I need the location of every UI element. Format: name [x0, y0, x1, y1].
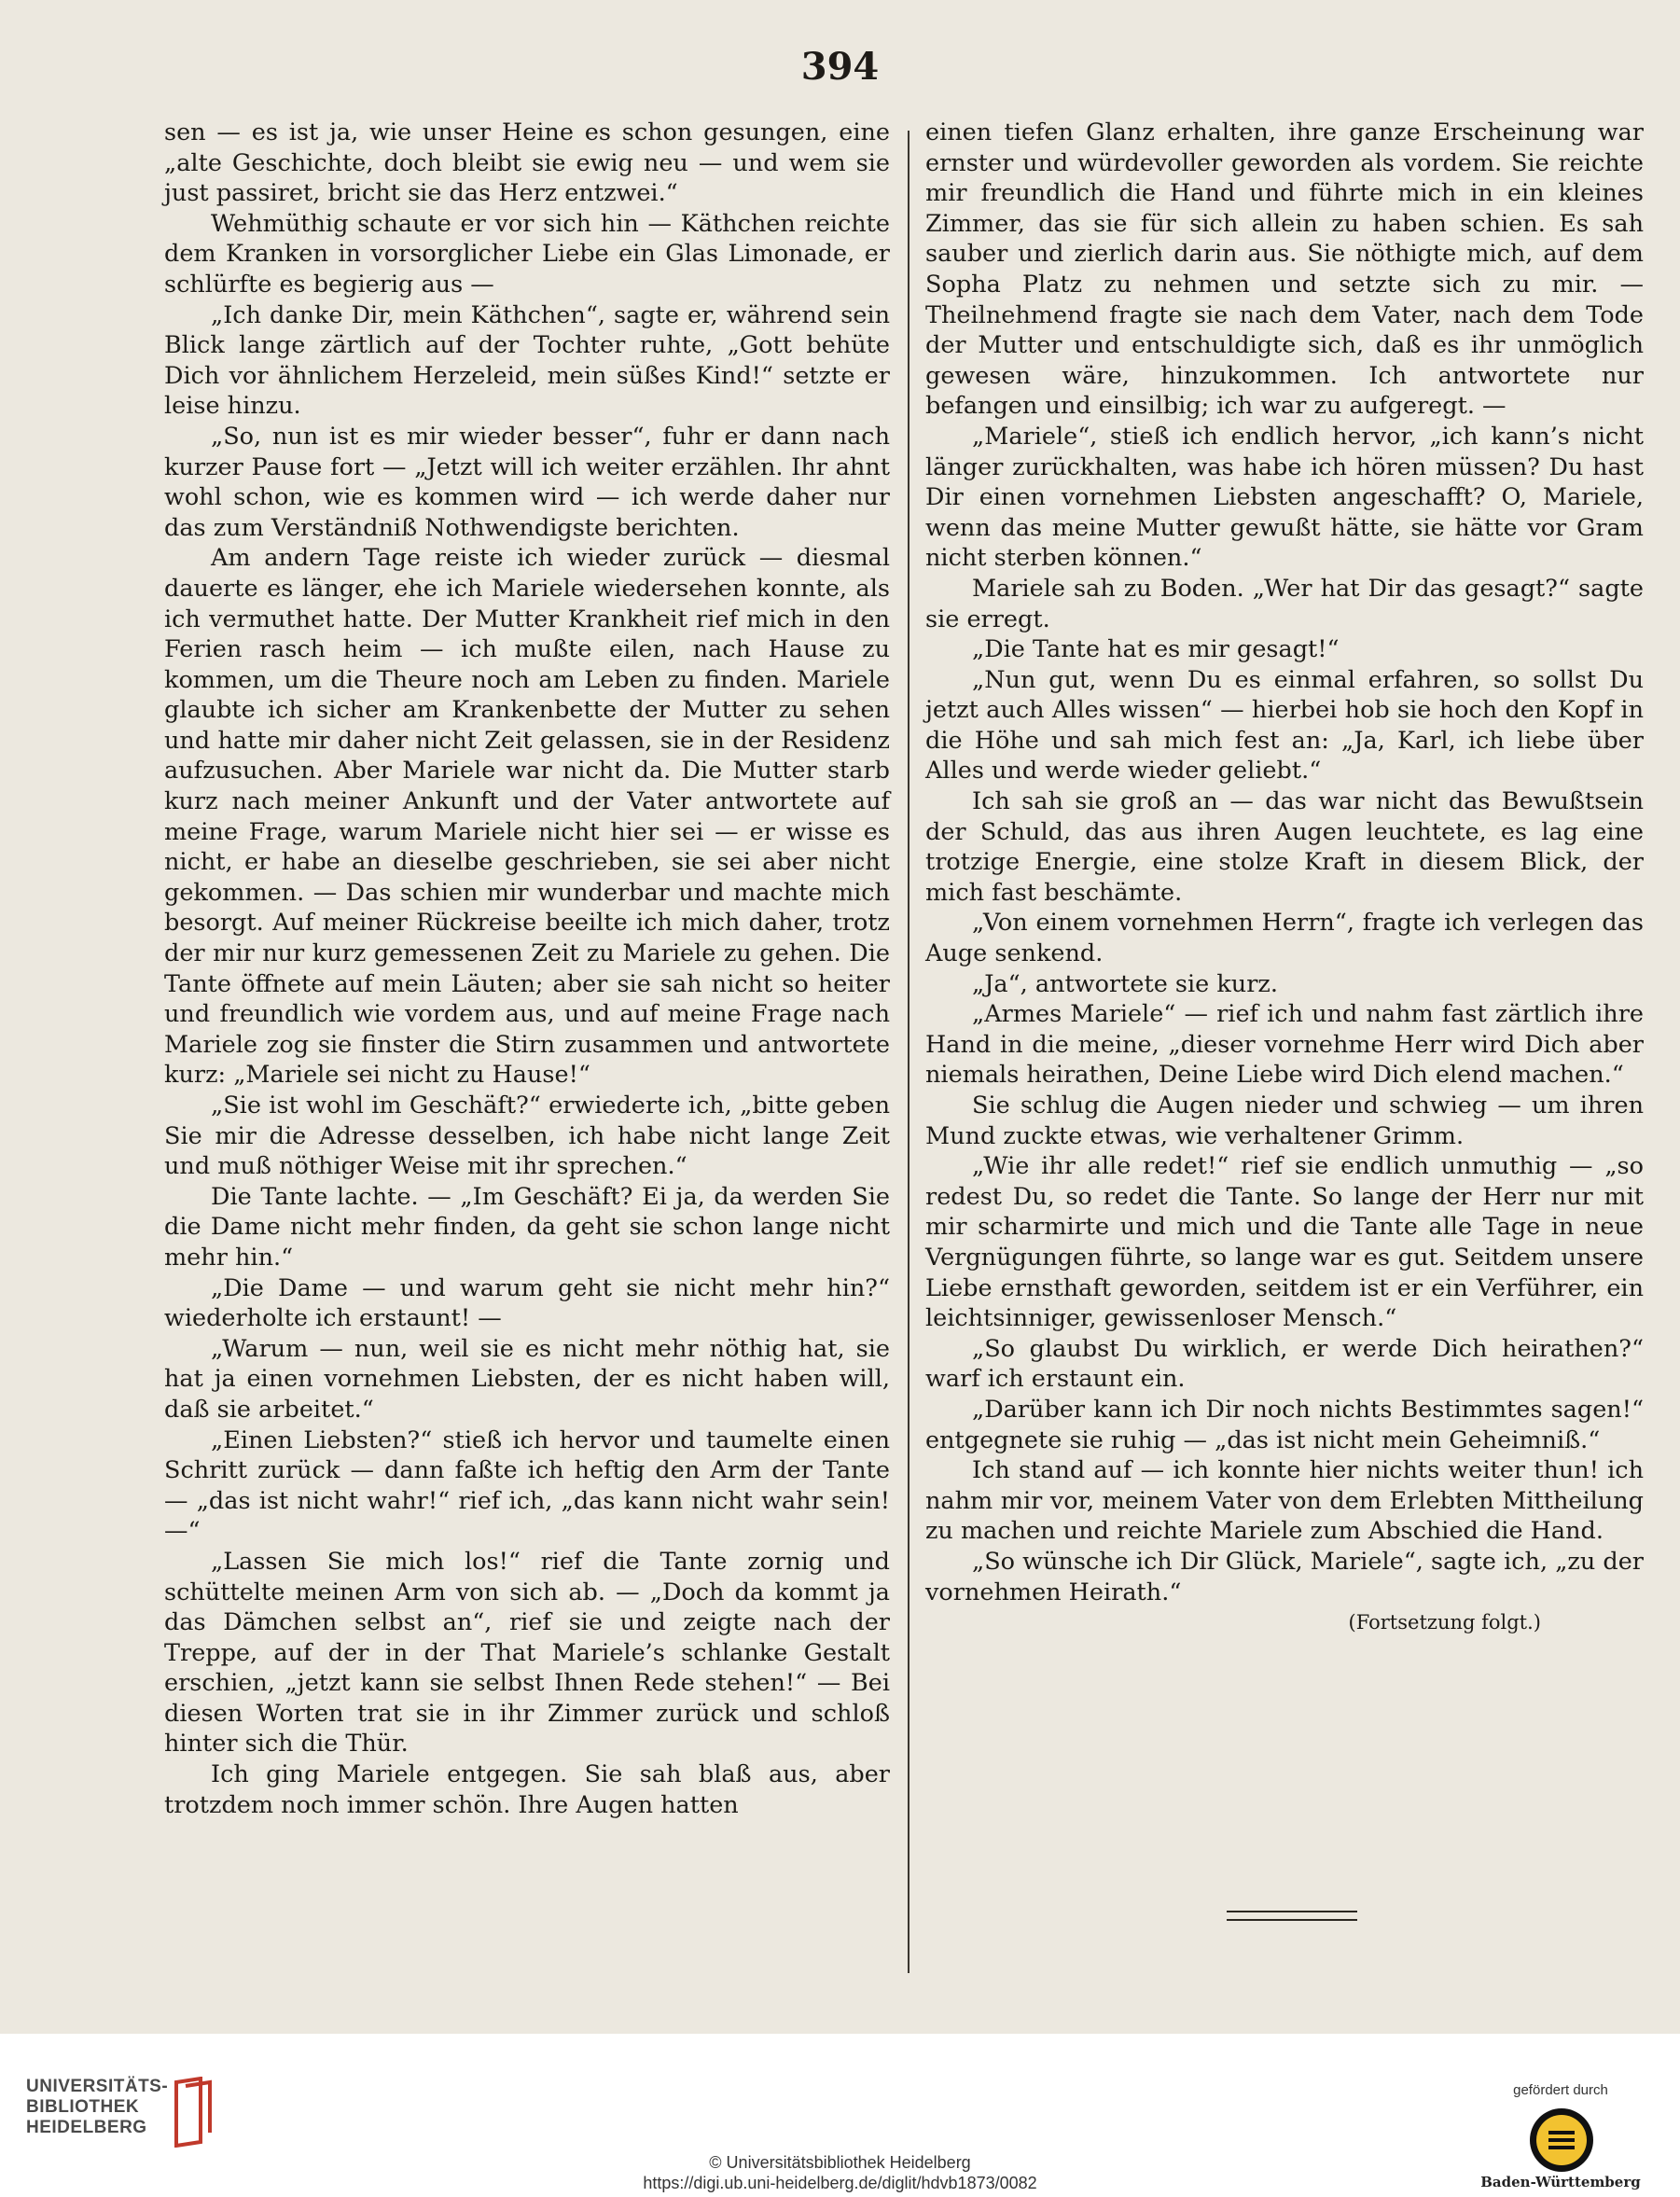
paragraph: „Die Dame — und warum geht sie nicht mehr hin?“ wiederholte ich erstaunt! —: [164, 1273, 890, 1333]
paragraph: „Ich danke Dir, mein Käthchen“, sagte er, während sein Blick lange zärtlich auf der Tochter ruhte, „Gott behüte Dich vor ähnlichem Herzeleid, mein süßes Kind!“ setzte er leise hinzu.: [164, 300, 890, 421]
paragraph: einen tiefen Glanz erhalten, ihre ganze Erscheinung war ernster und würdevoller geworden als vordem. Sie reichte mir freundlich die Hand und führte mich in ein kleines Zimmer, das sie für sich allein zu haben schien. Es sah sauber und zierlich darin aus. Sie nöthigte mich, auf dem Sopha Platz zu nehmen und setzte sich zu mir. — Theilnehmend fragte sie nach dem Vater, nach dem Tode der Mutter und entschuldigte sich, daß es ihr unmöglich gewesen wäre, hinzukommen. Ich antwortete nur befangen und einsilbig; ich war zu aufgeregt. —: [925, 118, 1644, 421]
paragraph: „Armes Mariele“ — rief ich und nahm fast zärtlich ihre Hand in die meine, „dieser vornehme Herr wird Dich aber niemals heirathen, Deine Liebe wird Dich elend machen.“: [925, 1000, 1644, 1090]
funding-org: Baden-Württemberg: [1480, 2174, 1641, 2190]
copyright-text: © Universitätsbibliothek Heidelberg: [709, 2153, 971, 2172]
paragraph: Wehmüthig schaute er vor sich hin — Käthchen reichte dem Kranken in vorsorglicher Liebe ein Glas Limonade, er schlürfte es begierig aus —: [164, 209, 890, 299]
funding-label: gefördert durch: [1513, 2082, 1608, 2098]
paragraph: „Darüber kann ich Dir noch nichts Bestimmtes sagen!“ entgegnete sie ruhig — „das ist nicht mein Geheimniß.“: [925, 1395, 1644, 1454]
paragraph: „Wie ihr alle redet!“ rief sie endlich unmuthig — „so redest Du, so redet die Tante. So lange der Herr nur mit mir scharmirte und mich und die Tante alle Tage in neue Vergnügungen führte, so lange war es gut. Seitdem unsere Liebe ernsthaft geworden, seitdem ist er ein Verführer, ein leichtsinniger, gewissenloser Mensch.“: [925, 1152, 1644, 1333]
source-url-link[interactable]: https://digi.ub.uni-heidelberg.de/diglit/hdvb1873/0082: [643, 2174, 1037, 2192]
paragraph: Sie schlug die Augen nieder und schwieg — um ihren Mund zuckte etwas, wie verhaltener Grimm.: [925, 1092, 1644, 1150]
paragraph: „Warum — nun, weil sie es nicht mehr nöthig hat, sie hat ja einen vornehmen Liebsten, der es nicht haben will, daß sie arbeitet.“: [164, 1334, 890, 1424]
paragraph: Die Tante lachte. — „Im Geschäft? Ei ja, da werden Sie die Dame nicht mehr finden, da geht sie schon lange nicht mehr hin.“: [164, 1182, 890, 1272]
paragraph: Am andern Tage reiste ich wieder zurück — diesmal dauerte es länger, ehe ich Mariele wiedersehen konnte, als ich vermuthet hatte. Der Mutter Krankheit rief mich in den Ferien rasch heim — ich mußte eilen, nach Hause zu kommen, um die Theure noch am Leben zu finden. Mariele glaubte ich sicher am Krankenbette der Mutter zu sehen und hatte mir daher nicht Zeit gelassen, sie in der Residenz aufzusuchen. Aber Mariele war nicht da. Die Mutter starb kurz nach meiner Ankunft und der Vater antwortete auf meine Frage, warum Mariele nicht hier sei — er wisse es nicht, er habe an dieselbe geschrieben, sie sei aber nicht gekommen. — Das schien mir wunderbar und machte mich besorgt. Auf meiner Rückreise beeilte ich mich daher, trotz der mir nur kurz gemessenen Zeit zu Mariele zu gehen. Die Tante öffnete auf mein Läuten; aber sie sah nicht so heiter und freundlich wie vordem aus, und auf meine Frage nach Mariele zog sie finster die Stirn zusammen und antwortete kurz: „Mariele sei nicht zu Hause!“: [164, 544, 890, 1090]
library-logo-text: [26, 2077, 168, 2138]
library-name-line: BIBLIOTHEK: [26, 2097, 140, 2117]
paragraph: „Ja“, antwortete sie kurz.: [972, 969, 1278, 998]
page-number: 394: [800, 45, 880, 89]
library-logo-icon: [173, 2077, 215, 2148]
paragraph: „Lassen Sie mich los!“ rief die Tante zornig und schüttelte meinen Arm von sich ab. — „Doch da kommt ja das Dämchen selbst an“, rief sie und zeigte nach der Treppe, auf der in der That Mariele’s schlanke Gestalt erschien, „jetzt kann sie selbst Ihnen Rede stehen!“ — Bei diesen Worten trat sie in ihr Zimmer zurück und schloß hinter sich die Thür.: [164, 1547, 890, 1759]
paragraph: Mariele sah zu Boden. „Wer hat Dir das gesagt?“ sagte sie erregt.: [925, 574, 1644, 633]
paragraph: sen — es ist ja, wie unser Heine es schon gesungen, eine „alte Geschichte, doch bleibt sie ewig neu — und wem sie just passiret, bricht sie das Herz entzwei.“: [164, 118, 890, 208]
paragraph: „So, nun ist es mir wieder besser“, fuhr er dann nach kurzer Pause fort — „Jetzt will ich weiter erzählen. Ihr ahnt wohl schon, wie es kommen wird — ich werde daher nur das zum Verständniß Nothwendigste berichten.: [164, 422, 890, 542]
paragraph: „Sie ist wohl im Geschäft?“ erwiederte ich, „bitte geben Sie mir die Adresse desselben, ich habe nicht lange Zeit und muß nöthiger Weise mit ihr sprechen.“: [164, 1092, 890, 1181]
right-text-column: [925, 118, 1644, 1638]
copyright-block: [0, 2152, 1680, 2193]
paragraph: „Von einem vornehmen Herrn“, fragte ich verlegen das Auge senkend.: [925, 909, 1644, 968]
library-name-line: HEIDELBERG: [26, 2118, 147, 2137]
library-name-line: UNIVERSITÄTS-: [26, 2077, 169, 2096]
coat-of-arms-icon: [1528, 2107, 1595, 2174]
paragraph: „Die Tante hat es mir gesagt!“: [972, 635, 1340, 664]
paragraph: „So glaubst Du wirklich, er werde Dich heirathen?“ warf ich erstaunt ein.: [925, 1334, 1644, 1394]
paragraph: Ich sah sie groß an — das war nicht das Bewußtsein der Schuld, das aus ihren Augen leuchtete, es lag eine trotzige Energie, eine stolze Kraft in diesem Blick, der mich fast beschämte.: [925, 787, 1644, 907]
column-divider: [908, 131, 909, 1973]
paragraph: „Nun gut, wenn Du es einmal erfahren, so sollst Du jetzt auch Alles wissen“ — hierbei hob sie hoch den Kopf in die Höhe und sah mich fest an: „Ja, Karl, ich liebe über Alles und werde wieder geliebt.“: [925, 665, 1644, 786]
paragraph: „So wünsche ich Dir Glück, Mariele“, sagte ich, „zu der vornehmen Heirath.“: [925, 1547, 1644, 1606]
paragraph: „Mariele“, stieß ich endlich hervor, „ich kann’s nicht länger zurückhalten, was habe ich hören müssen? Du hast Dir einen vornehmen Liebsten angeschafft? O, Mariele, wenn das meine Mutter gewußt hätte, sie hätte vor Gram nicht sterben können.“: [925, 422, 1644, 573]
end-rule: [1227, 1911, 1357, 1921]
left-text-column: [164, 118, 890, 1820]
paragraph: Ich ging Mariele entgegen. Sie sah blaß aus, aber trotzdem noch immer schön. Ihre Augen hatten: [164, 1760, 890, 1819]
paragraph: Ich stand auf — ich konnte hier nichts weiter thun! ich nahm mir vor, meinem Vater von dem Erlebten Mittheilung zu machen und reichte Mariele zum Abschied die Hand.: [925, 1456, 1644, 1546]
continuation-note: (Fortsetzung folgt.): [1348, 1611, 1541, 1634]
paragraph: „Einen Liebsten?“ stieß ich hervor und taumelte einen Schritt zurück — dann faßte ich heftig den Arm der Tante — „das ist nicht wahr!“ rief ich, „das kann nicht wahr sein! —“: [164, 1425, 890, 1546]
